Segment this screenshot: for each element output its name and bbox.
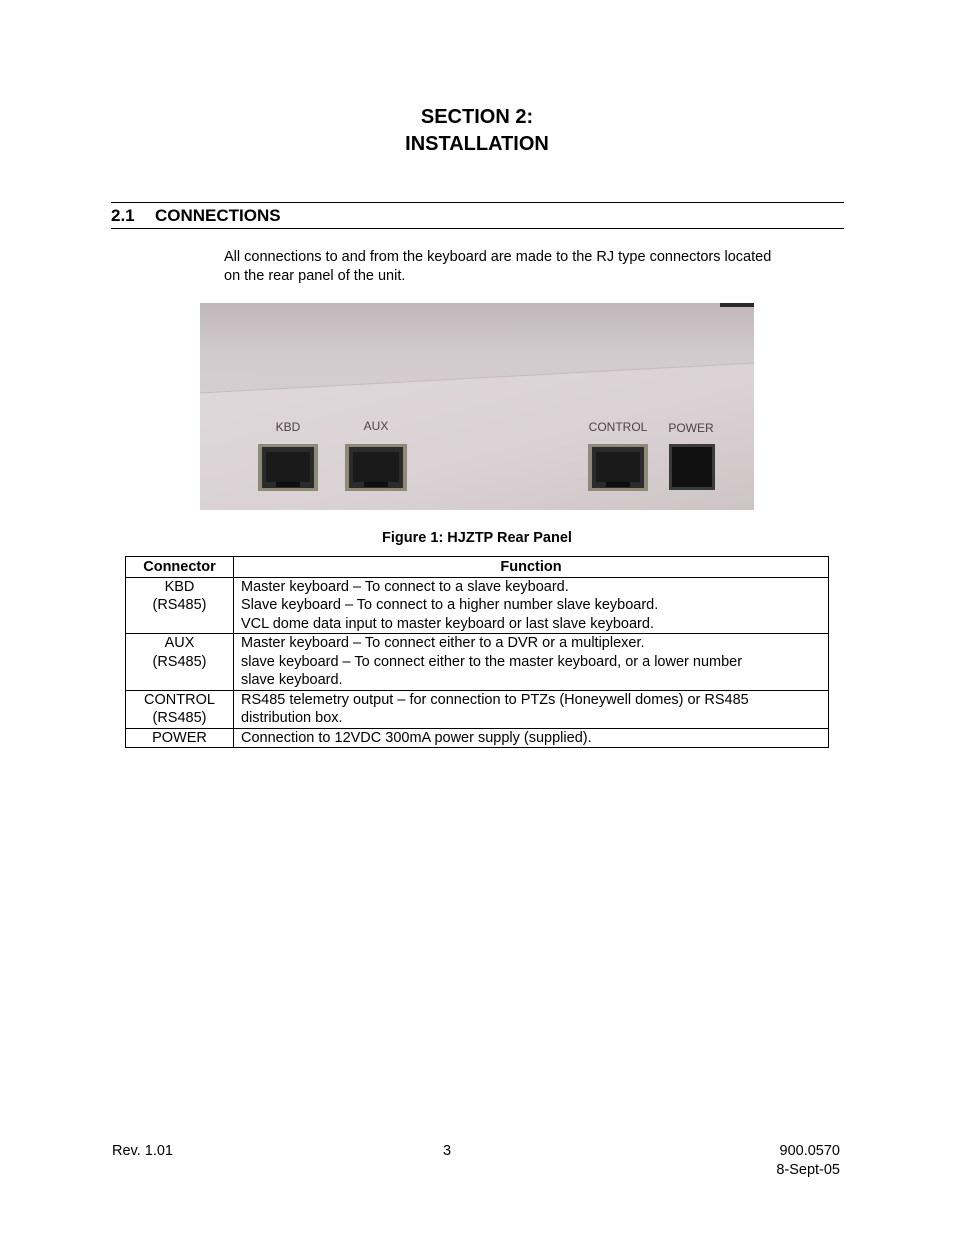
function-line: Master keyboard – To connect to a slave keyboard.	[241, 578, 569, 595]
connector-cell	[126, 577, 234, 634]
connector-name: AUX	[164, 635, 195, 651]
subsection-title: CONNECTIONS	[155, 206, 281, 225]
connector-protocol: (RS485)	[152, 710, 207, 726]
kbd-port-icon	[258, 444, 318, 491]
control-port-label: CONTROL	[588, 420, 648, 434]
aux-port-label: AUX	[363, 419, 389, 433]
function-cell	[234, 577, 829, 634]
footer-revision: Rev. 1.01	[112, 1143, 173, 1159]
power-port-icon	[669, 444, 715, 490]
function-line: VCL dome data input to master keyboard or last slave keyboard.	[241, 615, 654, 632]
control-port-icon	[588, 444, 648, 491]
column-header-function: Function	[234, 557, 829, 578]
power-port-label: POWER	[668, 421, 714, 435]
intro-line: All connections to and from the keyboard are made to the RJ type connectors located	[224, 249, 772, 265]
figure-caption: Figure 1: HJZTP Rear Panel	[382, 530, 572, 546]
function-line: slave keyboard – To connect either to the master keyboard, or a lower number	[241, 653, 743, 670]
connector-name: KBD	[164, 578, 195, 595]
connector-protocol: (RS485)	[152, 653, 207, 670]
connector-name: POWER	[152, 729, 207, 746]
table-row	[126, 728, 829, 748]
section-name: INSTALLATION	[405, 133, 549, 155]
function-line: Connection to 12VDC 300mA power supply (supplied).	[241, 729, 592, 746]
connections-table	[125, 556, 829, 748]
section-number: SECTION 2:	[420, 106, 534, 128]
intro-paragraph	[224, 248, 834, 286]
footer-doc-info	[776, 1142, 840, 1179]
section-title	[0, 104, 954, 158]
aux-port-icon	[345, 444, 407, 491]
function-cell	[234, 690, 829, 728]
table-row	[126, 577, 829, 634]
connector-protocol: (RS485)	[152, 597, 207, 613]
rear-panel-photo	[200, 303, 754, 510]
table-row	[126, 634, 829, 691]
table-row	[126, 690, 829, 728]
function-line: distribution box.	[241, 710, 343, 726]
column-header-connector: Connector	[126, 557, 234, 578]
function-cell	[234, 728, 829, 748]
function-line: Master keyboard – To connect either to a DVR or a multiplexer.	[241, 635, 645, 651]
intro-line: on the rear panel of the unit.	[224, 268, 406, 284]
connector-cell	[126, 728, 234, 748]
kbd-port-label: KBD	[275, 420, 301, 434]
connector-cell	[126, 690, 234, 728]
subsection-number: 2.1	[111, 206, 135, 225]
function-line: slave keyboard.	[241, 672, 343, 688]
function-line: RS485 telemetry output – for connection to PTZs (Honeywell domes) or RS485	[241, 691, 749, 708]
footer-date: 8-Sept-05	[776, 1161, 840, 1178]
connector-name: CONTROL	[144, 691, 215, 708]
table-header-row	[126, 557, 829, 578]
connector-cell	[126, 634, 234, 691]
subsection-heading	[111, 202, 844, 229]
footer-page-number: 3	[443, 1143, 452, 1159]
function-line: Slave keyboard – To connect to a higher number slave keyboard.	[241, 597, 659, 613]
footer-doc-number: 900.0570	[779, 1143, 840, 1159]
function-cell	[234, 634, 829, 691]
